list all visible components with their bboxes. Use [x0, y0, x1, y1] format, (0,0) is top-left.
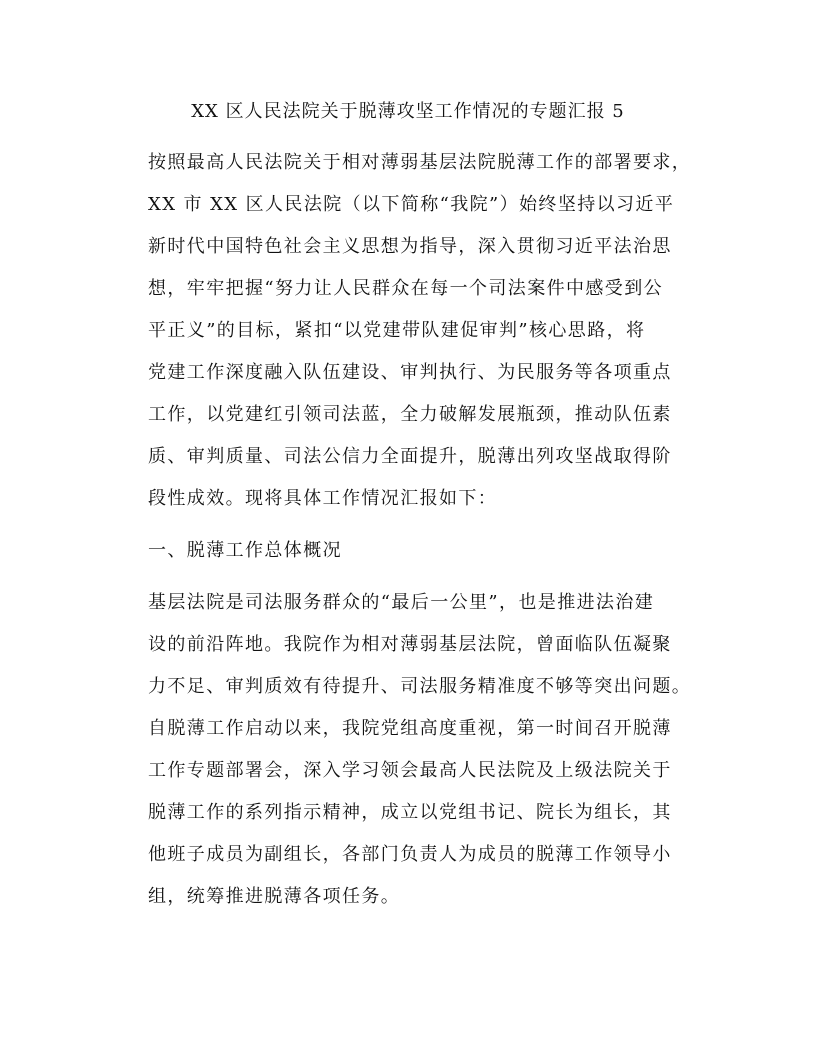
paragraph-line: 自脱薄工作启动以来，我院党组高度重视，第一时间召开脱薄: [148, 718, 672, 739]
paragraph-line: 他班子成员为副组长，各部门负责人为成员的脱薄工作领导小: [148, 844, 672, 865]
paragraph-line: 脱薄工作的系列指示精神，成立以党组书记、院长为组长，其: [148, 802, 672, 823]
paragraph-line: 力不足、审判质效有待提升、司法服务精准度不够等突出问题。: [148, 676, 692, 697]
paragraph-line: 质、审判质量、司法公信力全面提升，脱薄出列攻坚战取得阶: [148, 446, 672, 467]
paragraph-line: 基层法院是司法服务群众的“最后一公里”，也是推进法治建: [148, 592, 655, 613]
document-title: XX 区人民法院关于脱薄攻坚工作情况的专题汇报 5: [191, 101, 625, 122]
paragraph-line: 组，统筹推进脱薄各项任务。: [148, 886, 401, 907]
section-heading: 一、脱薄工作总体概况: [148, 540, 342, 561]
paragraph-line: 工作，以党建红引领司法蓝，全力破解发展瓶颈，推动队伍素: [148, 404, 672, 425]
paragraph-line: 想，牢牢把握“努力让人民群众在每一个司法案件中感受到公: [148, 278, 663, 299]
paragraph-line: 按照最高人民法院关于相对薄弱基层法院脱薄工作的部署要求，: [148, 152, 692, 173]
paragraph-line: 工作专题部署会，深入学习领会最高人民法院及上级法院关于: [148, 760, 672, 781]
paragraph-line: 设的前沿阵地。我院作为相对薄弱基层法院，曾面临队伍凝聚: [148, 634, 672, 655]
paragraph-line: 平正义”的目标，紧扣“以党建带队建促审判”核心思路，将: [148, 320, 646, 341]
paragraph-line: XX 市 XX 区人民法院（以下简称“我院”）始终坚持以习近平: [148, 194, 675, 215]
paragraph-line: 新时代中国特色社会主义思想为指导，深入贯彻习近平法治思: [148, 236, 672, 257]
paragraph-line: 段性成效。现将具体工作情况汇报如下：: [148, 488, 498, 509]
paragraph-line: 党建工作深度融入队伍建设、审判执行、为民服务等各项重点: [148, 362, 672, 383]
